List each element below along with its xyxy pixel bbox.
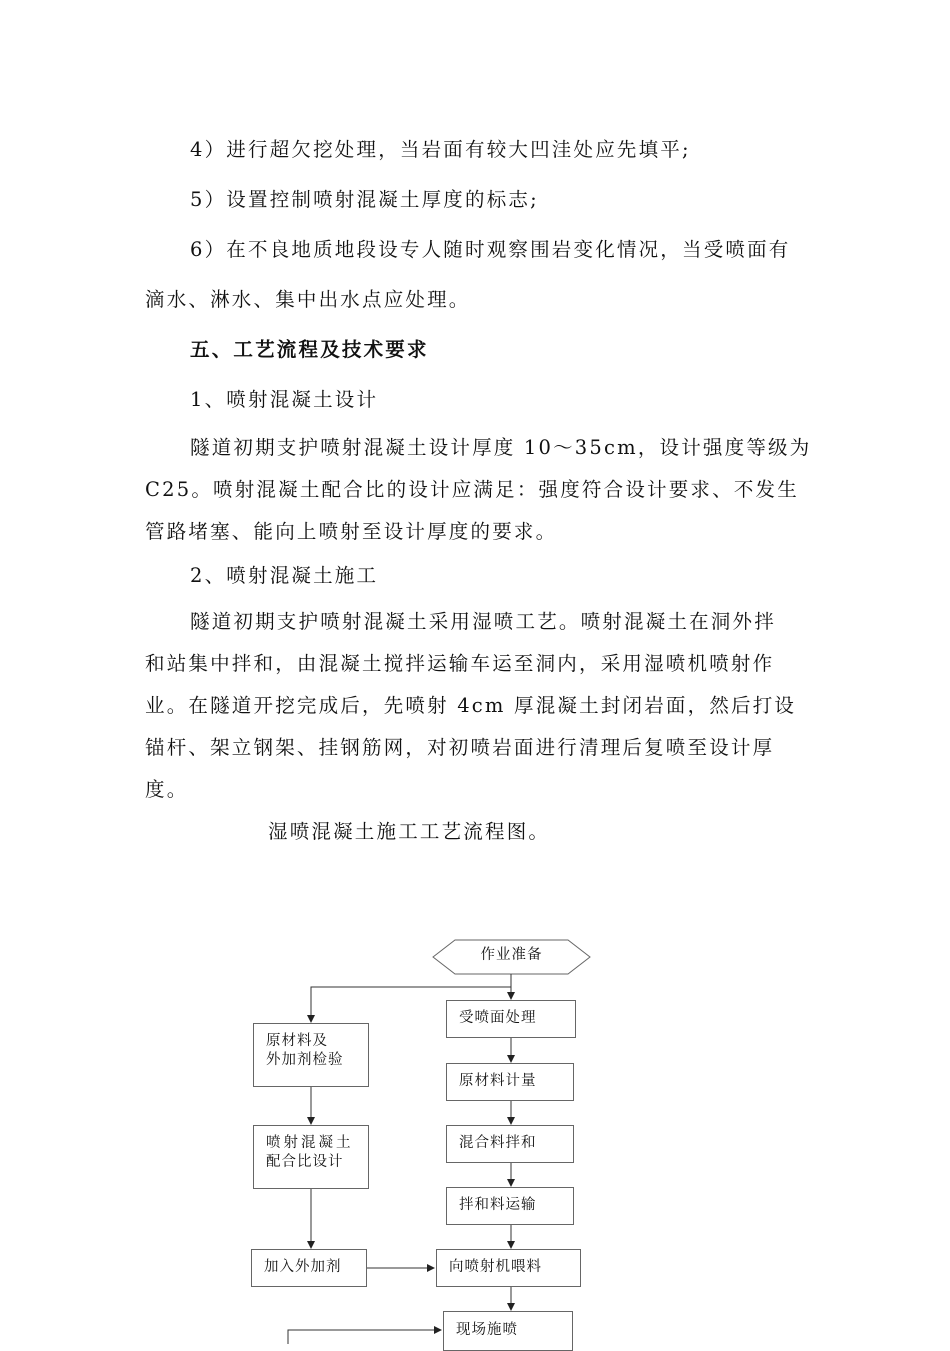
flow-step-mix-transport: 拌和料运输 [446,1187,574,1225]
section-heading-5: 五、工艺流程及技术要求 [190,338,429,361]
flow-step-onsite-spraying: 现场施喷 [443,1311,573,1351]
paragraph-step-6-line2: 滴水、淋水、集中出水点应处理。 [145,288,471,311]
paragraph-step-5: 5）设置控制喷射混凝土厚度的标志; [190,188,539,211]
mix-design-line2: 配合比设计 [266,1154,344,1170]
subheading-1: 1、喷射混凝土设计 [190,388,379,411]
paragraph-construction-line2: 和站集中拌和，由混凝土搅拌运输车运至洞内，采用湿喷机喷射作 [145,652,775,675]
paragraph-construction-line1: 隧道初期支护喷射混凝土采用湿喷工艺。喷射混凝土在洞外拌 [190,610,776,633]
paragraph-design-line2: C25。喷射混凝土配合比的设计应满足：强度符合设计要求、不发生 [145,478,799,501]
flow-step-feed-sprayer: 向喷射机喂料 [436,1249,581,1287]
paragraph-step-6-line1: 6）在不良地质地段设专人随时观察围岩变化情况，当受喷面有 [190,238,791,261]
flow-step-add-admixture: 加入外加剂 [251,1249,367,1287]
paragraph-construction-line3: 业。在隧道开挖完成后，先喷射 4cm 厚混凝土封闭岩面，然后打设 [145,694,797,717]
flow-step-material-inspection [253,1023,369,1087]
figure-caption: 湿喷混凝土施工工艺流程图。 [268,820,551,843]
paragraph-design-line1: 隧道初期支护喷射混凝土设计厚度 10～35cm，设计强度等级为 [190,436,812,459]
mix-design-line1: 喷射混凝土 [266,1135,354,1151]
flow-step-material-metering: 原材料计量 [446,1063,574,1101]
paragraph-design-line3: 管路堵塞、能向上喷射至设计厚度的要求。 [145,520,558,543]
paragraph-construction-line4: 锚杆、架立钢架、挂钢筋网，对初喷岩面进行清理后复喷至设计厚 [145,736,775,759]
paragraph-construction-line5: 度。 [145,778,189,801]
material-inspection-line1: 原材料及 [266,1033,328,1049]
paragraph-step-4: 4）进行超欠挖处理，当岩面有较大凹洼处应先填平; [190,138,691,161]
flow-step-surface-treatment: 受喷面处理 [446,1000,576,1038]
flow-step-mix-stirring: 混合料拌和 [446,1125,574,1163]
flow-step-mix-design [253,1125,369,1189]
flow-start-label: 作业准备 [480,947,543,963]
material-inspection-line2: 外加剂检验 [266,1052,344,1068]
subheading-2: 2、喷射混凝土施工 [190,564,379,587]
